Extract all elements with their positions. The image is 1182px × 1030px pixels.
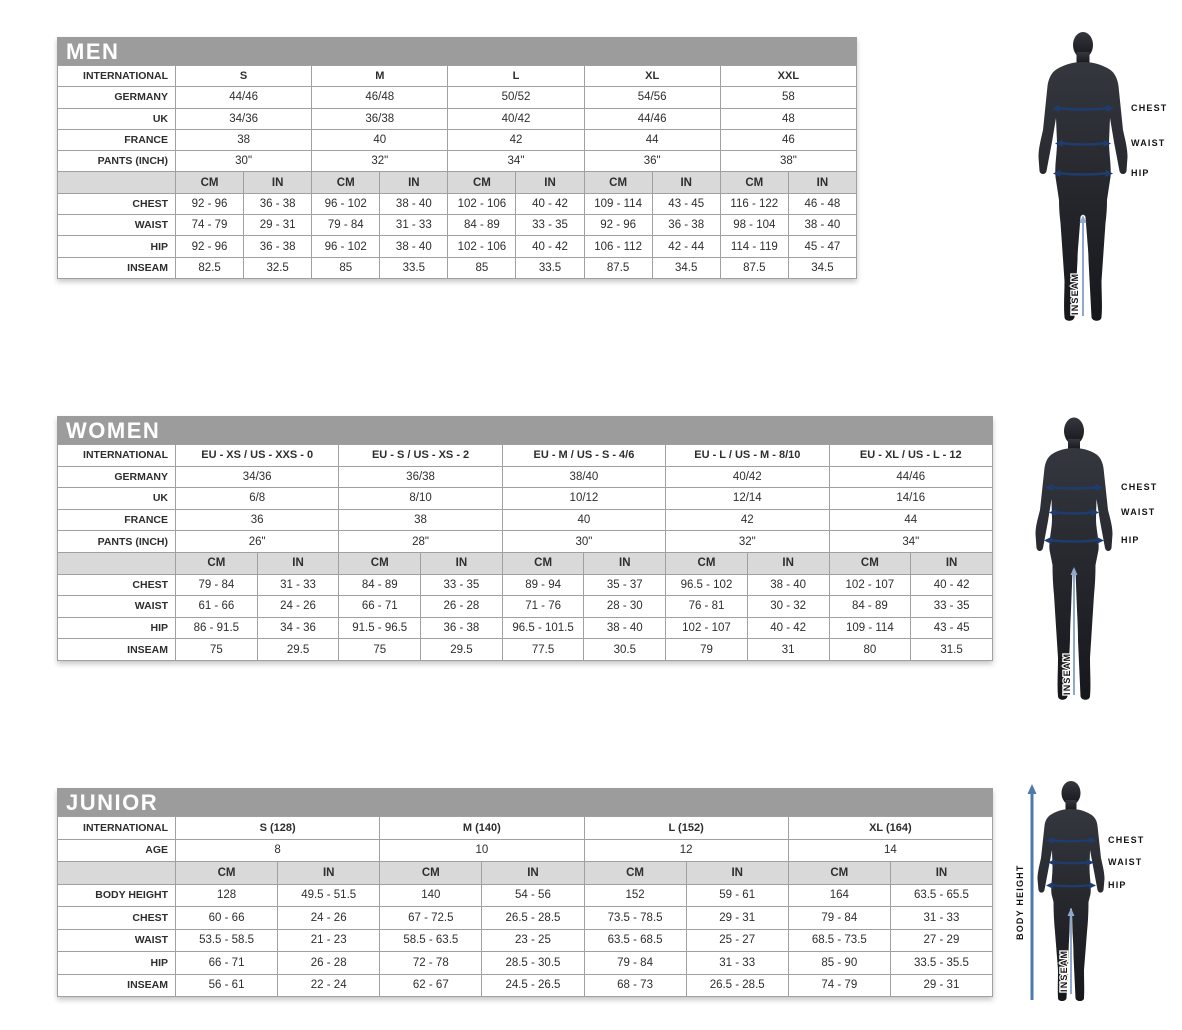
measure-cell-in: 42 - 44	[652, 236, 720, 257]
unit-header: CM	[380, 862, 482, 885]
junior-section-title: JUNIOR	[57, 788, 993, 816]
measure-cell-cm: 53.5 - 58.5	[176, 929, 278, 952]
measure-cell-in: 36 - 38	[652, 215, 720, 236]
size-cell: M	[312, 66, 448, 87]
size-row	[58, 151, 857, 172]
size-cell: 38	[339, 509, 502, 531]
measure-cell-cm: 62 - 67	[380, 974, 482, 997]
row-label: INSEAM	[58, 639, 176, 661]
measure-cell-cm: 102 - 106	[448, 236, 516, 257]
measure-cell-cm: 74 - 79	[176, 215, 244, 236]
measure-cell-cm: 140	[380, 884, 482, 907]
size-cell: 50/52	[448, 87, 584, 108]
row-label: FRANCE	[58, 129, 176, 150]
measure-cell-cm: 61 - 66	[176, 596, 258, 618]
size-row	[58, 817, 993, 840]
size-cell: 46	[720, 129, 856, 150]
men-figure	[1028, 30, 1178, 327]
measure-cell-in: 36 - 38	[244, 193, 312, 214]
size-cell: 30"	[176, 151, 312, 172]
junior-size-table	[57, 816, 993, 997]
unit-header: CM	[176, 172, 244, 193]
row-label: PANTS (INCH)	[58, 531, 176, 553]
measure-cell-in: 63.5 - 65.5	[890, 884, 992, 907]
row-label: CHEST	[58, 907, 176, 930]
measure-cell-cm: 128	[176, 884, 278, 907]
measure-cell-cm: 75	[176, 639, 258, 661]
measure-cell-in: 31 - 33	[257, 574, 339, 596]
size-cell: 44/46	[584, 108, 720, 129]
size-cell: 36/38	[339, 466, 502, 488]
measure-row	[58, 639, 993, 661]
unit-row	[58, 552, 993, 574]
junior-figure	[1008, 780, 1173, 1018]
measure-cell-in: 33 - 35	[911, 596, 993, 618]
row-label: HIP	[58, 617, 176, 639]
junior-size-panel	[57, 788, 993, 997]
size-cell: 28"	[339, 531, 502, 553]
unit-header: IN	[380, 172, 448, 193]
unit-header: CM	[176, 862, 278, 885]
unit-header: IN	[890, 862, 992, 885]
measure-cell-cm: 106 - 112	[584, 236, 652, 257]
measure-cell-cm: 98 - 104	[720, 215, 788, 236]
unit-header: IN	[911, 552, 993, 574]
size-cell: 34"	[829, 531, 993, 553]
measure-cell-cm: 109 - 114	[829, 617, 911, 639]
measure-row	[58, 215, 857, 236]
measure-cell-in: 38 - 40	[584, 617, 666, 639]
measure-cell-in: 23 - 25	[482, 929, 584, 952]
measure-cell-cm: 79 - 84	[584, 952, 686, 975]
measure-cell-cm: 68 - 73	[584, 974, 686, 997]
measure-cell-in: 24.5 - 26.5	[482, 974, 584, 997]
measure-cell-in: 54 - 56	[482, 884, 584, 907]
size-cell: 40	[312, 129, 448, 150]
measure-cell-cm: 84 - 89	[339, 574, 421, 596]
measure-cell-cm: 79 - 84	[788, 907, 890, 930]
measure-cell-in: 31 - 33	[380, 215, 448, 236]
size-cell: 46/48	[312, 87, 448, 108]
measure-cell-in: 34.5	[652, 257, 720, 278]
size-row	[58, 66, 857, 87]
row-label: CHEST	[58, 193, 176, 214]
women-section-title: WOMEN	[57, 416, 993, 444]
measure-cell-in: 29 - 31	[686, 907, 788, 930]
size-cell: EU - S / US - XS - 2	[339, 445, 502, 467]
measure-cell-cm: 96.5 - 102	[666, 574, 748, 596]
size-cell: XL	[584, 66, 720, 87]
unit-header: CM	[339, 552, 421, 574]
inseam-label: INSEAM	[1070, 272, 1080, 315]
row-label: FRANCE	[58, 509, 176, 531]
size-cell: 12/14	[666, 488, 829, 510]
unit-header: IN	[686, 862, 788, 885]
unit-header: CM	[666, 552, 748, 574]
waist-label: WAIST	[1131, 138, 1166, 148]
measure-cell-in: 38 - 40	[747, 574, 829, 596]
size-cell: 8	[176, 839, 380, 862]
size-cell: 32"	[312, 151, 448, 172]
size-cell: 10	[380, 839, 584, 862]
size-cell: XXL	[720, 66, 856, 87]
measure-cell-in: 28.5 - 30.5	[482, 952, 584, 975]
measure-cell-cm: 152	[584, 884, 686, 907]
row-label: PANTS (INCH)	[58, 151, 176, 172]
size-cell: 40	[502, 509, 665, 531]
unit-header: CM	[312, 172, 380, 193]
measure-cell-cm: 56 - 61	[176, 974, 278, 997]
size-cell: 6/8	[176, 488, 339, 510]
women-size-table	[57, 444, 993, 661]
measure-cell-cm: 84 - 89	[829, 596, 911, 618]
size-row	[58, 466, 993, 488]
inseam-label: INSEAM	[1062, 652, 1072, 695]
size-cell: 38"	[720, 151, 856, 172]
row-label: GERMANY	[58, 87, 176, 108]
size-cell: 40/42	[448, 108, 584, 129]
waist-label: WAIST	[1108, 857, 1143, 867]
measure-cell-cm: 96 - 102	[312, 236, 380, 257]
size-cell: 34/36	[176, 108, 312, 129]
size-row	[58, 509, 993, 531]
measure-cell-in: 25 - 27	[686, 929, 788, 952]
measure-cell-cm: 96.5 - 101.5	[502, 617, 584, 639]
row-label: INTERNATIONAL	[58, 66, 176, 87]
measure-row	[58, 236, 857, 257]
measure-cell-cm: 74 - 79	[788, 974, 890, 997]
row-label: GERMANY	[58, 466, 176, 488]
women-figure	[1022, 415, 1172, 705]
size-cell: 36/38	[312, 108, 448, 129]
measure-cell-in: 34 - 36	[257, 617, 339, 639]
size-cell: 44	[584, 129, 720, 150]
measure-cell-in: 30 - 32	[747, 596, 829, 618]
measure-cell-cm: 96 - 102	[312, 193, 380, 214]
body-height-label: BODY HEIGHT	[1015, 864, 1025, 940]
unit-header: IN	[421, 552, 503, 574]
measure-cell-in: 33.5 - 35.5	[890, 952, 992, 975]
measure-row	[58, 257, 857, 278]
row-label: UK	[58, 108, 176, 129]
inseam-arrow	[1080, 215, 1087, 316]
measure-cell-in: 49.5 - 51.5	[278, 884, 380, 907]
measure-cell-cm: 114 - 119	[720, 236, 788, 257]
unit-header: IN	[244, 172, 312, 193]
size-cell: 42	[666, 509, 829, 531]
measure-cell-in: 24 - 26	[278, 907, 380, 930]
measure-row	[58, 952, 993, 975]
measure-cell-in: 29 - 31	[890, 974, 992, 997]
row-label	[58, 172, 176, 193]
size-cell: 8/10	[339, 488, 502, 510]
measure-cell-cm: 67 - 72.5	[380, 907, 482, 930]
measure-cell-cm: 80	[829, 639, 911, 661]
size-cell: L	[448, 66, 584, 87]
chest-label: CHEST	[1108, 835, 1145, 845]
row-label: BODY HEIGHT	[58, 884, 176, 907]
unit-header: CM	[829, 552, 911, 574]
measure-row	[58, 884, 993, 907]
row-label: WAIST	[58, 596, 176, 618]
measure-cell-cm: 58.5 - 63.5	[380, 929, 482, 952]
measure-cell-in: 31	[747, 639, 829, 661]
measure-cell-cm: 60 - 66	[176, 907, 278, 930]
measure-cell-in: 34.5	[788, 257, 856, 278]
measure-cell-in: 26.5 - 28.5	[482, 907, 584, 930]
measure-cell-cm: 92 - 96	[584, 215, 652, 236]
measure-cell-cm: 79	[666, 639, 748, 661]
measure-cell-cm: 84 - 89	[448, 215, 516, 236]
measure-cell-in: 38 - 40	[788, 215, 856, 236]
size-row	[58, 108, 857, 129]
body-height-arrow	[1028, 784, 1037, 1000]
measure-cell-in: 31 - 33	[686, 952, 788, 975]
row-label	[58, 862, 176, 885]
measure-cell-cm: 102 - 107	[666, 617, 748, 639]
measure-cell-cm: 75	[339, 639, 421, 661]
size-row	[58, 129, 857, 150]
unit-header: IN	[652, 172, 720, 193]
measure-cell-in: 31 - 33	[890, 907, 992, 930]
measure-cell-in: 24 - 26	[257, 596, 339, 618]
unit-header: CM	[788, 862, 890, 885]
measure-cell-cm: 91.5 - 96.5	[339, 617, 421, 639]
measure-cell-cm: 102 - 107	[829, 574, 911, 596]
size-cell: 36"	[584, 151, 720, 172]
measure-cell-in: 40 - 42	[747, 617, 829, 639]
measure-cell-in: 32.5	[244, 257, 312, 278]
measure-cell-in: 38 - 40	[380, 236, 448, 257]
row-label: INTERNATIONAL	[58, 817, 176, 840]
measure-cell-in: 45 - 47	[788, 236, 856, 257]
row-label: HIP	[58, 952, 176, 975]
measure-cell-in: 43 - 45	[911, 617, 993, 639]
measure-cell-in: 35 - 37	[584, 574, 666, 596]
size-cell: S	[176, 66, 312, 87]
unit-row	[58, 172, 857, 193]
measure-cell-cm: 92 - 96	[176, 193, 244, 214]
row-label: UK	[58, 488, 176, 510]
size-cell: 58	[720, 87, 856, 108]
measure-cell-in: 26.5 - 28.5	[686, 974, 788, 997]
measure-cell-cm: 89 - 94	[502, 574, 584, 596]
size-cell: EU - L / US - M - 8/10	[666, 445, 829, 467]
measure-cell-cm: 76 - 81	[666, 596, 748, 618]
measure-cell-cm: 82.5	[176, 257, 244, 278]
measure-cell-in: 28 - 30	[584, 596, 666, 618]
measure-cell-cm: 85	[312, 257, 380, 278]
measure-cell-in: 40 - 42	[516, 193, 584, 214]
row-label: AGE	[58, 839, 176, 862]
measure-cell-in: 29 - 31	[244, 215, 312, 236]
unit-header: CM	[584, 862, 686, 885]
size-cell: 40/42	[666, 466, 829, 488]
size-cell: 34"	[448, 151, 584, 172]
row-label: INSEAM	[58, 974, 176, 997]
size-cell: 12	[584, 839, 788, 862]
unit-header: CM	[176, 552, 258, 574]
measure-cell-cm: 73.5 - 78.5	[584, 907, 686, 930]
unit-header: IN	[278, 862, 380, 885]
measure-cell-cm: 71 - 76	[502, 596, 584, 618]
measure-cell-cm: 72 - 78	[380, 952, 482, 975]
unit-row	[58, 862, 993, 885]
men-size-table	[57, 65, 857, 279]
size-cell: 48	[720, 108, 856, 129]
measure-row	[58, 596, 993, 618]
unit-header: CM	[720, 172, 788, 193]
measure-cell-in: 27 - 29	[890, 929, 992, 952]
unit-header: IN	[516, 172, 584, 193]
unit-header: CM	[584, 172, 652, 193]
unit-header: IN	[257, 552, 339, 574]
measure-cell-cm: 63.5 - 68.5	[584, 929, 686, 952]
men-section-title: MEN	[57, 37, 857, 65]
measure-cell-in: 36 - 38	[421, 617, 503, 639]
size-cell: EU - XS / US - XXS - 0	[176, 445, 339, 467]
size-cell: EU - XL / US - L - 12	[829, 445, 993, 467]
size-cell: M (140)	[380, 817, 584, 840]
hip-label: HIP	[1121, 535, 1140, 545]
women-size-panel	[57, 416, 993, 661]
measure-cell-cm: 79 - 84	[312, 215, 380, 236]
measure-cell-in: 26 - 28	[421, 596, 503, 618]
row-label: CHEST	[58, 574, 176, 596]
measure-cell-cm: 85	[448, 257, 516, 278]
size-cell: 34/36	[176, 466, 339, 488]
measure-cell-cm: 86 - 91.5	[176, 617, 258, 639]
measure-cell-in: 26 - 28	[278, 952, 380, 975]
size-cell: 44	[829, 509, 993, 531]
size-cell: S (128)	[176, 817, 380, 840]
measure-cell-in: 33.5	[380, 257, 448, 278]
hip-label: HIP	[1108, 880, 1127, 890]
size-cell: 44/46	[829, 466, 993, 488]
row-label: HIP	[58, 236, 176, 257]
measure-cell-in: 43 - 45	[652, 193, 720, 214]
measure-cell-cm: 164	[788, 884, 890, 907]
measure-cell-cm: 79 - 84	[176, 574, 258, 596]
unit-header: CM	[502, 552, 584, 574]
size-cell: XL (164)	[788, 817, 992, 840]
measure-row	[58, 574, 993, 596]
measure-cell-in: 38 - 40	[380, 193, 448, 214]
measure-cell-in: 29.5	[421, 639, 503, 661]
size-cell: 10/12	[502, 488, 665, 510]
size-cell: EU - M / US - S - 4/6	[502, 445, 665, 467]
measure-cell-cm: 68.5 - 73.5	[788, 929, 890, 952]
measure-cell-in: 33 - 35	[421, 574, 503, 596]
chest-label: CHEST	[1131, 103, 1168, 113]
inseam-label: INSEAM	[1059, 949, 1069, 992]
measure-row	[58, 907, 993, 930]
row-label: WAIST	[58, 215, 176, 236]
size-cell: 14/16	[829, 488, 993, 510]
measure-cell-cm: 109 - 114	[584, 193, 652, 214]
measure-cell-cm: 116 - 122	[720, 193, 788, 214]
measure-cell-in: 36 - 38	[244, 236, 312, 257]
measure-row	[58, 193, 857, 214]
measure-cell-in: 30.5	[584, 639, 666, 661]
measure-cell-in: 40 - 42	[516, 236, 584, 257]
measure-cell-in: 46 - 48	[788, 193, 856, 214]
measure-cell-in: 29.5	[257, 639, 339, 661]
size-cell: 44/46	[176, 87, 312, 108]
men-size-panel	[57, 37, 857, 279]
size-cell: 32"	[666, 531, 829, 553]
measure-cell-cm: 66 - 71	[176, 952, 278, 975]
unit-header: IN	[482, 862, 584, 885]
unit-header: IN	[747, 552, 829, 574]
size-row	[58, 531, 993, 553]
measure-cell-cm: 87.5	[720, 257, 788, 278]
measure-cell-cm: 85 - 90	[788, 952, 890, 975]
size-cell: 36	[176, 509, 339, 531]
waist-label: WAIST	[1121, 507, 1156, 517]
row-label	[58, 552, 176, 574]
row-label: INTERNATIONAL	[58, 445, 176, 467]
size-cell: 38	[176, 129, 312, 150]
chest-label: CHEST	[1121, 482, 1158, 492]
size-row	[58, 488, 993, 510]
unit-header: IN	[584, 552, 666, 574]
measure-row	[58, 617, 993, 639]
size-cell: 26"	[176, 531, 339, 553]
measure-cell-in: 21 - 23	[278, 929, 380, 952]
measure-cell-cm: 87.5	[584, 257, 652, 278]
size-cell: 54/56	[584, 87, 720, 108]
measure-row	[58, 974, 993, 997]
row-label: WAIST	[58, 929, 176, 952]
size-cell: 14	[788, 839, 992, 862]
size-row	[58, 445, 993, 467]
measure-cell-in: 33 - 35	[516, 215, 584, 236]
measure-cell-cm: 102 - 106	[448, 193, 516, 214]
measure-cell-cm: 66 - 71	[339, 596, 421, 618]
size-cell: 42	[448, 129, 584, 150]
size-row	[58, 839, 993, 862]
measure-cell-in: 33.5	[516, 257, 584, 278]
size-row	[58, 87, 857, 108]
unit-header: CM	[448, 172, 516, 193]
measure-cell-in: 22 - 24	[278, 974, 380, 997]
size-cell: 30"	[502, 531, 665, 553]
measure-cell-cm: 77.5	[502, 639, 584, 661]
hip-label: HIP	[1131, 168, 1150, 178]
measure-row	[58, 929, 993, 952]
measure-cell-in: 40 - 42	[911, 574, 993, 596]
measure-cell-in: 31.5	[911, 639, 993, 661]
row-label: INSEAM	[58, 257, 176, 278]
size-cell: 38/40	[502, 466, 665, 488]
measure-cell-in: 59 - 61	[686, 884, 788, 907]
unit-header: IN	[788, 172, 856, 193]
measure-cell-cm: 92 - 96	[176, 236, 244, 257]
size-cell: L (152)	[584, 817, 788, 840]
